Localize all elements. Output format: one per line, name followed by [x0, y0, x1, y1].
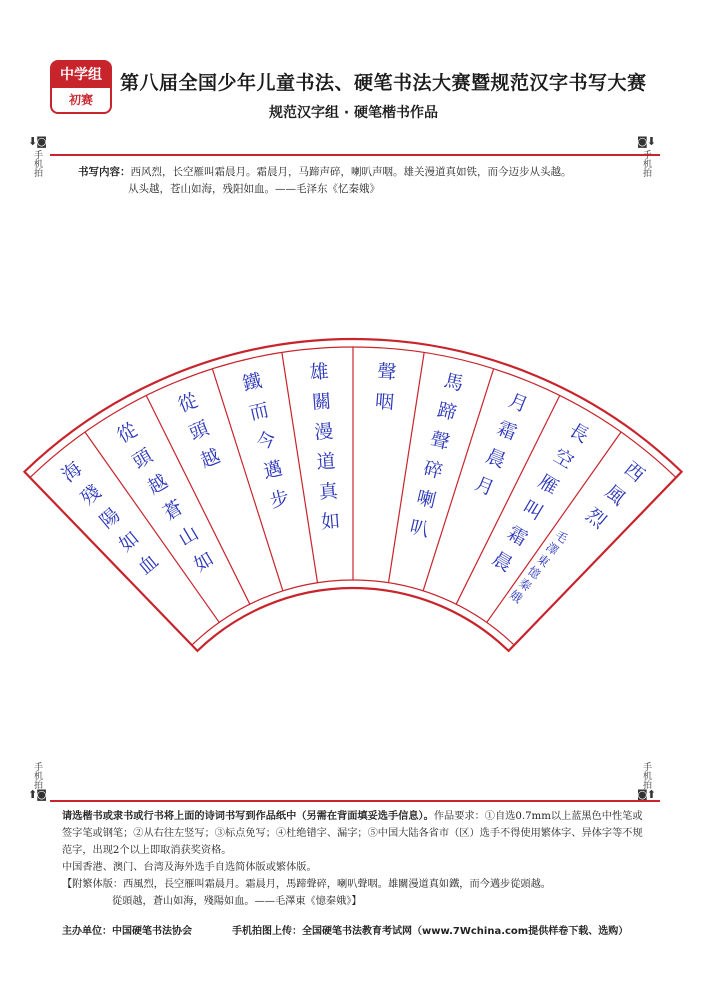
calligraphy-char: 陽: [95, 503, 125, 533]
corner-label: 手机拍: [32, 150, 42, 177]
calligraphy-char: 從: [174, 389, 201, 417]
calligraphy-char: 步: [267, 486, 292, 513]
upload-info: 手机拍图上传：全国硬笔书法教育考试网（www.7Wchina.com提供样卷下载、选购）: [232, 926, 629, 937]
signature-char: 東: [534, 551, 553, 571]
calligraphy-char: 西: [619, 457, 649, 487]
calligraphy-char: 月: [471, 472, 498, 501]
signature-char: 娥: [506, 587, 526, 606]
calligraphy-char: 而: [247, 398, 271, 425]
corner-label: 手机拍: [32, 762, 42, 789]
calligraphy-char: 蹄: [435, 398, 459, 425]
calligraphy-char: 霜: [503, 521, 532, 551]
camera-icon: ⬆◙: [28, 788, 46, 801]
calligraphy-char: 鐵: [240, 369, 265, 396]
calligraphy-char: 聲: [428, 428, 452, 454]
signature-char: 毛: [552, 527, 571, 547]
calligraphy-char: 雄: [308, 360, 330, 384]
calligraphy-char: 山: [174, 521, 203, 551]
calligraphy-char: 海: [57, 457, 87, 487]
organizer: 主办单位：中国硬笔书法协会: [62, 926, 192, 937]
calligraphy-char: 越: [197, 444, 224, 473]
camera-icon: ◙⬇: [637, 135, 655, 148]
calligraphy-char: 咽: [374, 390, 395, 414]
calligraphy-char: 殘: [76, 480, 106, 510]
calligraphy-char: 霜: [494, 417, 520, 445]
calligraphy-char: 真: [318, 480, 339, 504]
traditional-version-line-1: 【附繁体版：西風烈，長空雁叫霜晨月。霜晨月，馬蹄聲碎，喇叭聲咽。雄關漫道真如鐵，而今邁步從頭越。: [62, 879, 551, 890]
signature-char: 憶: [525, 563, 544, 583]
camera-icon: ⬇◙: [28, 135, 46, 148]
calligraphy-char: 漫: [313, 420, 335, 444]
calligraphy-char: 風: [600, 480, 630, 510]
calligraphy-char: 馬: [441, 369, 466, 396]
calligraphy-char: 雁: [534, 470, 562, 500]
camera-icon: ◙⬆: [637, 788, 655, 801]
instructions-lead: 请选楷书或隶书或行书将上面的诗词书写到作品纸中（另需在背面填妥选手信息）。: [62, 811, 434, 822]
calligraphy-char: 道: [315, 450, 337, 474]
badge-round-label: 初赛: [68, 93, 93, 107]
category-subtitle: 规范汉字组 · 硬笔楷书作品: [268, 105, 439, 121]
corner-label: 手机拍: [641, 150, 651, 177]
content-label: 书写内容：: [78, 166, 131, 178]
calligraphy-char: 烈: [581, 503, 611, 533]
calligraphy-char: 關: [311, 390, 332, 414]
calligraphy-char: 叫: [518, 496, 547, 525]
calligraphy-char: 晨: [482, 444, 509, 473]
calligraphy-char: 月: [505, 389, 532, 417]
calligraphy-char: 喇: [414, 486, 439, 513]
calligraphy-char: 從: [113, 418, 141, 448]
calligraphy-char: 空: [549, 444, 578, 474]
calligraphy-char: 晨: [488, 547, 516, 577]
signature-char: 秦: [516, 575, 535, 595]
calligraphy-char: 如: [114, 527, 144, 557]
calligraphy-char: 碎: [421, 457, 445, 484]
fan-column-divider: [388, 352, 424, 582]
bottom-divider: [50, 800, 660, 802]
fan-frame: [24, 339, 681, 651]
corner-label: 手机拍: [641, 762, 651, 789]
calligraphy-char: 聲: [376, 360, 398, 384]
signature-char: 澤: [543, 539, 562, 559]
fan-column-divider: [282, 352, 318, 582]
content-line-2: 从头越，苍山如海，残阳如血。——毛泽东《忆秦娥》: [128, 183, 380, 195]
calligraphy-char: 越: [144, 470, 172, 500]
calligraphy-char: 邁: [261, 457, 285, 484]
competition-title: 第八届全国少年儿童书法、硬笔书法大赛暨规范汉字书写大赛: [120, 72, 647, 94]
calligraphy-char: 血: [134, 550, 163, 580]
calligraphy-char: 如: [190, 547, 218, 577]
calligraphy-char: 今: [254, 428, 278, 454]
calligraphy-char: 長: [565, 418, 593, 448]
calligraphy-char: 如: [320, 510, 341, 534]
instructions: [62, 808, 652, 910]
calligraphy-char: 蒼: [159, 496, 188, 525]
content-line-1: 西风烈，长空雁叫霜晨月。霜晨月，马蹄声碎，喇叭声咽。雄关漫道真如铁，而今迈步从头越。: [130, 166, 572, 178]
badge-group-label: 中学组: [52, 62, 110, 88]
calligraphy-char: 頭: [186, 417, 212, 445]
instructions-requirements: 作品要求：①自选0.7mm以上蓝黑色中性笔或签字笔或钢笔；②从右往左竖写；③标点免写；④杜绝错字、漏字；⑤中国大陆各省市（区）选手不得使用繁体字、异体字等不规范字，出现2个以上即取消获奖资格。: [62, 811, 643, 856]
calligraphy-char: 頭: [128, 444, 157, 474]
calligraphy-char: 叭: [407, 515, 432, 542]
traditional-version-line-2: 從頭越，蒼山如海，殘陽如血。——毛澤東《憶秦娥》】: [112, 896, 362, 907]
instructions-region-note: 中国香港、澳门、台湾及海外选手自选简体版或繁体版。: [62, 862, 317, 873]
